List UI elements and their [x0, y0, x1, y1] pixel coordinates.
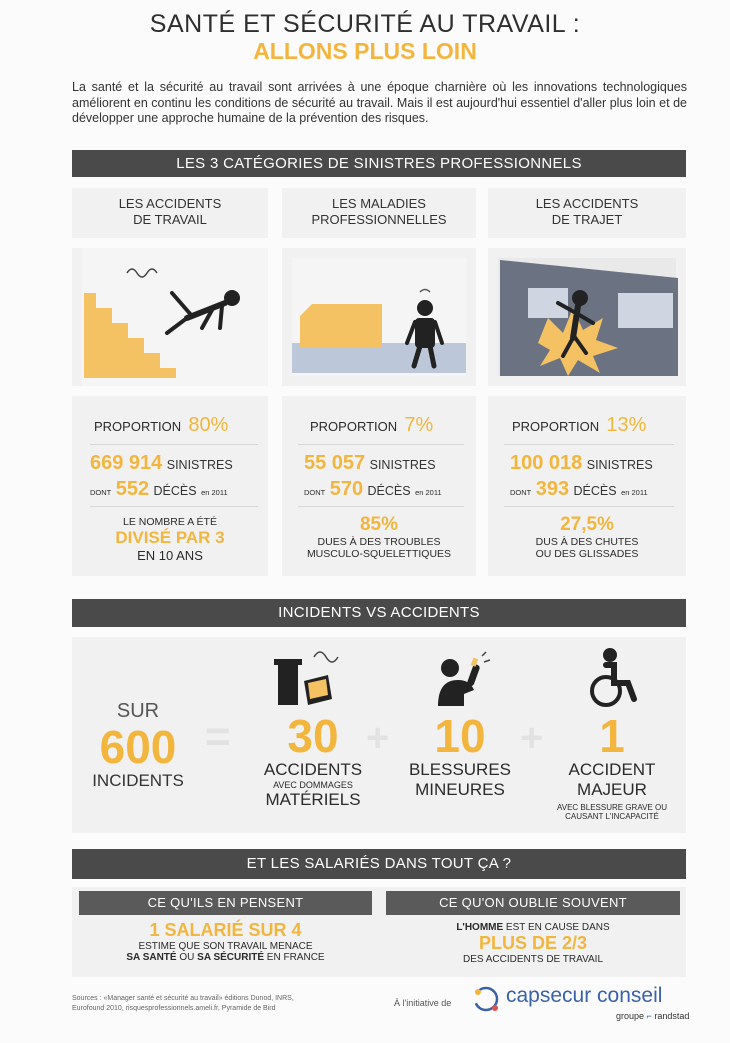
- right-stat: [386, 922, 680, 965]
- category-note: [488, 514, 686, 560]
- plus-sign: +: [520, 716, 544, 760]
- left-stat: [79, 920, 372, 963]
- note-highlight: 85%: [359, 514, 399, 535]
- sinistres-label: SINISTRES: [369, 458, 436, 472]
- majeur-sublabel: CAUSANT L'INCAPACITÉ: [565, 812, 659, 821]
- page-title: SANTÉ ET SÉCURITÉ AU TRAVAIL :: [149, 10, 581, 38]
- category-title-line: LES MALADIES: [332, 196, 426, 211]
- sinistres-number: 55 057: [304, 452, 366, 474]
- intro-paragraph: La santé et la sécurité au travail sont arrivées à une époque charnière où les innovations technologiques améliorent en continu les conditions de sécurité au travail. Mais il est aujourd'hui essentiel d'aller plus loin et de développer une approche humaine de la prévention des risques.: [72, 80, 687, 125]
- category-note: [72, 516, 268, 563]
- blessures-mineures: [400, 712, 520, 800]
- majeur-number: 1: [599, 710, 625, 762]
- deces-number: 552: [115, 478, 150, 500]
- sinistres-row: [304, 452, 436, 475]
- note-line: DUES À DES TROUBLES: [317, 536, 441, 548]
- category-title-card: [488, 188, 686, 238]
- accidents-label: MATÉRIELS: [265, 790, 361, 809]
- proportion-label: PROPORTION: [94, 419, 182, 434]
- category-stats-card: [72, 396, 268, 576]
- section-header-categories: LES 3 CATÉGORIES DE SINISTRES PROFESSIONNELS: [72, 150, 686, 177]
- sur-label: SUR: [116, 700, 160, 722]
- dont-label: DONT: [304, 488, 326, 497]
- train-accident-icon: [488, 248, 686, 386]
- right-stat-text: EST EN CAUSE DANS: [503, 922, 610, 933]
- accidents-label: ACCIDENTS: [263, 760, 363, 779]
- sources-line: Sources : «Manager santé et sécurité au travail» éditions Dunod, INRS,: [72, 995, 294, 1002]
- deces-label: DÉCÈS: [153, 484, 197, 498]
- left-stat-line: ESTIME QUE SON TRAVAIL MENACE: [138, 941, 313, 952]
- left-stat-text: OU: [176, 952, 198, 963]
- category-title-line: LES ACCIDENTS: [535, 196, 639, 211]
- category-title-line: PROFESSIONNELLES: [311, 212, 447, 227]
- category-title-card: [282, 188, 476, 238]
- sinistres-number: 100 018: [510, 452, 583, 474]
- blessures-label: MINEURES: [415, 780, 505, 799]
- left-stat-bold: SA SÉCURITÉ: [197, 952, 265, 963]
- year-label: en 2011: [415, 488, 442, 497]
- deces-label: DÉCÈS: [367, 484, 411, 498]
- left-stat-text: EN FRANCE: [264, 952, 325, 963]
- left-subheader: CE QU'ILS EN PENSENT: [79, 891, 372, 915]
- proportion-label: PROPORTION: [310, 419, 398, 434]
- note-highlight: DIVISÉ PAR 3: [115, 528, 225, 547]
- category-stats-card: [488, 396, 686, 576]
- falling-stairs-icon: [72, 248, 268, 386]
- right-stat-line: DES ACCIDENTS DE TRAVAIL: [462, 954, 604, 965]
- incidents-number: 600: [99, 721, 177, 773]
- note-line: LE NOMBRE A ÉTÉ: [123, 516, 217, 528]
- incidents-label: INCIDENTS: [92, 771, 184, 790]
- proportion-row: [94, 414, 228, 437]
- illustration-commute-accident: [488, 248, 686, 386]
- equals-sign: =: [205, 712, 231, 761]
- section-header-incidents: INCIDENTS VS ACCIDENTS: [72, 599, 686, 627]
- note-line: OU DES GLISSADES: [535, 548, 639, 560]
- injured-person-icon: [430, 650, 500, 708]
- accident-majeur: [550, 712, 674, 821]
- incidents-total: [88, 700, 188, 791]
- note-line: EN 10 ANS: [137, 548, 203, 563]
- deces-row: [90, 478, 228, 501]
- deces-label: DÉCÈS: [573, 484, 617, 498]
- category-stats-card: [282, 396, 476, 576]
- category-title-line: DE TRAJET: [551, 212, 623, 227]
- group-text: groupe: [616, 1011, 645, 1021]
- note-line: DUS À DES CHUTES: [535, 536, 639, 548]
- group-label: groupe ⌐ randstad: [616, 1011, 690, 1021]
- category-note: [282, 514, 476, 560]
- sources-line: Eurofound 2010, risquesprofessionnels.ameli.fr, Pyramide de Bird: [72, 1005, 276, 1012]
- note-line: MUSCULO-SQUELETTIQUES: [306, 548, 452, 560]
- category-title-line: LES ACCIDENTS: [118, 196, 222, 211]
- brand-name: capsecur conseil: [506, 984, 663, 1007]
- group-brand: randstad: [654, 1011, 690, 1021]
- proportion-row: [512, 414, 646, 437]
- page-subtitle: ALLONS PLUS LOIN: [253, 38, 477, 64]
- initiative-label: À l'initiative de: [394, 998, 452, 1008]
- deces-row: [510, 478, 648, 501]
- wheelchair-icon: [580, 645, 640, 709]
- sinistres-number: 669 914: [90, 452, 163, 474]
- deces-number: 393: [535, 478, 570, 500]
- left-stat-bold: SA SANTÉ: [126, 952, 177, 963]
- sinistres-label: SINISTRES: [586, 458, 653, 472]
- sinistres-label: SINISTRES: [166, 458, 233, 472]
- sick-worker-icon: [282, 248, 476, 386]
- dont-label: DONT: [90, 488, 112, 497]
- year-label: en 2011: [621, 488, 648, 497]
- accidents-number: 30: [287, 710, 339, 762]
- proportion-row: [310, 414, 433, 437]
- right-subheader: CE QU'ON OUBLIE SOUVENT: [386, 891, 680, 915]
- plus-sign: +: [366, 716, 390, 760]
- illustration-stairs-fall: [72, 248, 268, 386]
- capsecur-logo-icon: [470, 984, 502, 1014]
- illustration-occupational-disease: [282, 248, 476, 386]
- proportion-value: 13%: [606, 414, 647, 436]
- section-header-salaries: ET LES SALARIÉS DANS TOUT ÇA ?: [72, 849, 686, 879]
- majeur-sublabel: AVEC BLESSURE GRAVE OU: [557, 803, 667, 812]
- damaged-furniture-icon: [270, 645, 350, 707]
- deces-row: [304, 478, 442, 501]
- accidents-sublabel: AVEC DOMMAGES: [273, 780, 353, 790]
- majeur-label: MAJEUR: [577, 780, 647, 799]
- majeur-label: ACCIDENT: [568, 760, 656, 779]
- sinistres-row: [510, 452, 653, 475]
- blessures-number: 10: [434, 710, 486, 762]
- proportion-value: 80%: [188, 414, 229, 436]
- right-stat-highlight: PLUS DE 2/3: [478, 933, 588, 953]
- proportion-label: PROPORTION: [512, 419, 600, 434]
- proportion-value: 7%: [404, 414, 434, 436]
- category-title-line: DE TRAVAIL: [133, 212, 207, 227]
- year-label: en 2011: [201, 488, 228, 497]
- note-highlight: 27,5%: [560, 514, 614, 535]
- sinistres-row: [90, 452, 233, 475]
- deces-number: 570: [329, 478, 364, 500]
- blessures-label: BLESSURES: [408, 760, 512, 779]
- accidents-materiels: [246, 712, 380, 810]
- category-title-card: [72, 188, 268, 238]
- left-stat-highlight: 1 SALARIÉ SUR 4: [149, 920, 302, 940]
- sources: [72, 994, 352, 1014]
- dont-label: DONT: [510, 488, 532, 497]
- right-stat-bold: L'HOMME: [456, 922, 504, 933]
